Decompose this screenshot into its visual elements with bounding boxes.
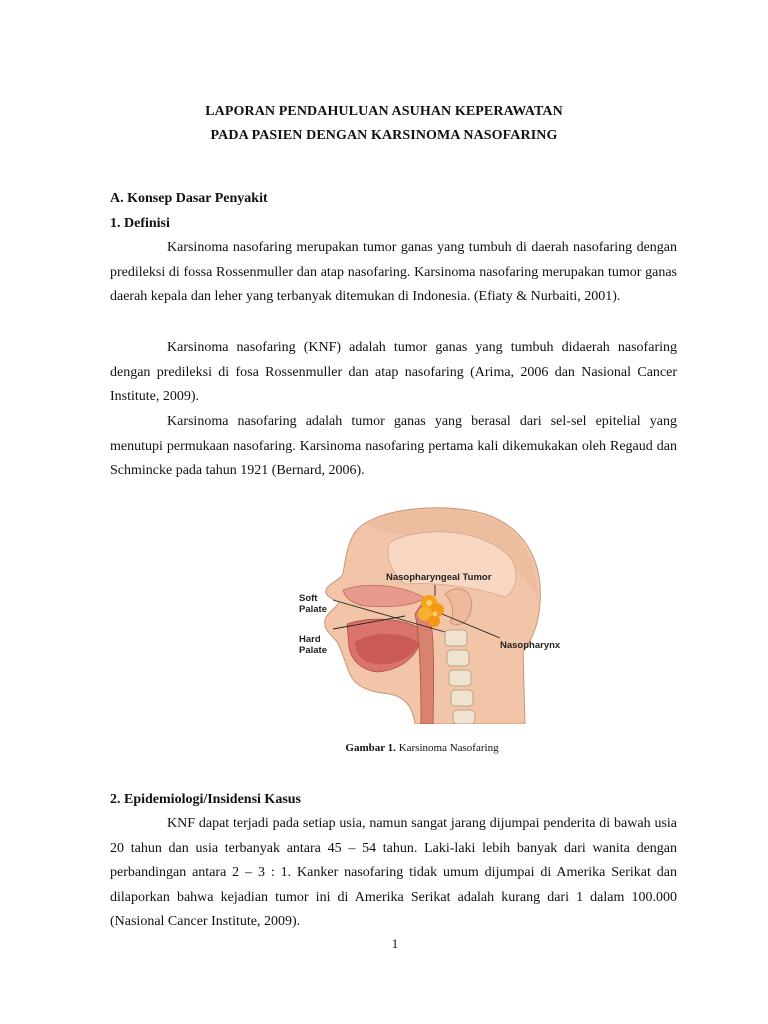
label-hard-palate: Palate (299, 645, 327, 656)
section-heading-a: A. Konsep Dasar Penyakit (110, 191, 268, 206)
paragraph-epidemiologi: KNF dapat terjadi pada setiap usia, namun sangat jarang dijumpai penderita di bawah usia 20 tahun dan usia terbanyak antara 45 – 54 tahun. Laki-laki lebih banyak dari wanita dengan perbandingan antara 2 – 3 : 1. Kanker nasofaring tidak umum dijumpai di Amerika Serikat dan dilaporkan bahwa kejadian tumor ini di Amerika Serikat adalah kurang dari 1 dalam 100.000 (Nasional Cancer Institute, 2009). (110, 816, 677, 929)
caption-text: Karsinoma Nasofaring (395, 742, 499, 754)
label-hard: Hard (299, 634, 321, 645)
document-title-line-2: PADA PASIEN DENGAN KARSINOMA NASOFARING (210, 128, 558, 143)
paragraph-definisi-1: Karsinoma nasofaring merupakan tumor ganas yang tumbuh di daerah nasofaring dengan predileksi di fossa Rossenmuller dan atap nasofaring. Karsinoma nasofaring merupakan tumor ganas daerah kepala dan leher yang terbanyak ditemukan di Indonesia. (Efiaty & Nurbaiti, 2001). (110, 240, 677, 304)
paragraph-definisi-3: Karsinoma nasofaring adalah tumor ganas yang berasal dari sel-sel epitelial yang menutupi permukaan nasofaring. Karsinoma nasofaring pertama kali dikemukakan oleh Regaud dan Schmincke pada tahun 1921 (Bernard, 2006). (110, 414, 677, 478)
subsection-heading-definisi: 1. Definisi (110, 216, 170, 231)
figure-caption (0, 742, 768, 754)
nasopharyngeal-anatomy-figure (295, 502, 571, 724)
label-nasopharyngeal-tumor: Nasopharyngeal Tumor (386, 572, 492, 583)
document-title-line-1: LAPORAN PENDAHULUAN ASUHAN KEPERAWATAN (205, 104, 563, 119)
page-number: 1 (391, 936, 399, 951)
label-soft-palate: Palate (299, 604, 327, 615)
caption-label: Gambar 1. (345, 742, 396, 754)
label-soft: Soft (299, 593, 318, 604)
subsection-heading-epidemiologi: 2. Epidemiologi/Insidensi Kasus (110, 792, 302, 807)
label-nasopharynx: Nasopharynx (500, 640, 561, 651)
paragraph-definisi-2: Karsinoma nasofaring (KNF) adalah tumor ganas yang tumbuh didaerah nasofaring dengan predileksi di fosa Rossenmuller dan atap nasofaring (Arima, 2006 dan Nasional Cancer Institute, 2009). (110, 340, 677, 404)
